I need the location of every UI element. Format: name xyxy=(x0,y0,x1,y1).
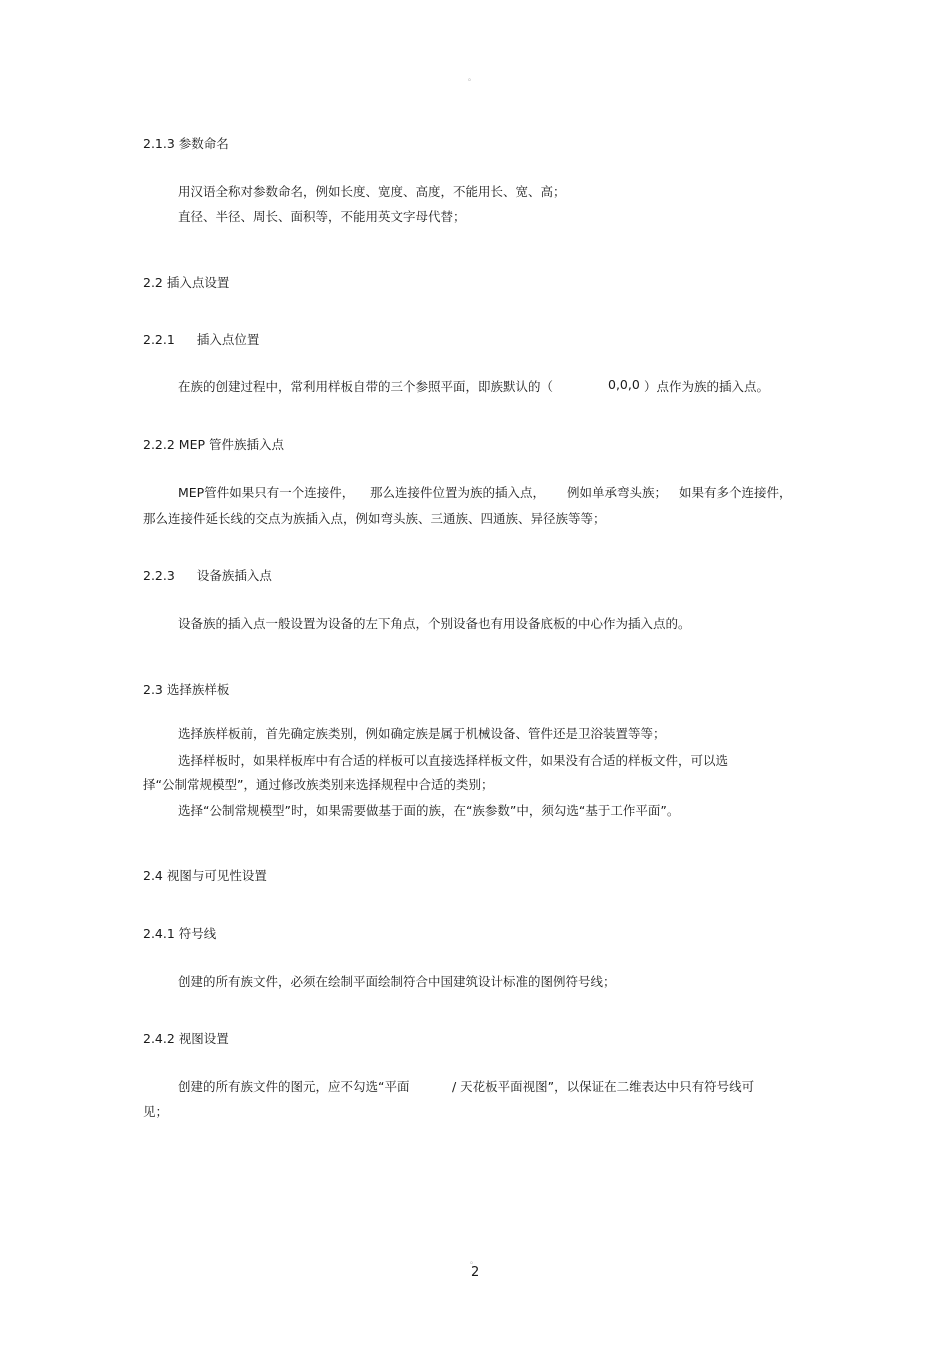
heading-number: 2.2.1 xyxy=(143,332,175,347)
heading-2-4: 2.4 视图与可见性设置 xyxy=(143,868,267,883)
paragraph-line: 选择族样板前，首先确定族类别，例如确定族是属于机械设备、管件还是卫浴装置等等； xyxy=(178,726,666,741)
paragraph-line-part: 创建的所有族文件的图元，应不勾选“平面 xyxy=(178,1079,410,1094)
heading-2-1-3: 2.1.3 参数命名 xyxy=(143,136,229,151)
heading-2-2-1 xyxy=(143,330,259,348)
heading-text: 设备族插入点 xyxy=(196,568,272,583)
header-mark: 。 xyxy=(468,73,476,82)
paragraph-line: 选择“公制常规模型”时，如果需要做基于面的族，在“族参数”中，须勾选“基于工作平面”。 xyxy=(178,803,680,818)
paragraph-line: 设备族的插入点一般设置为设备的左下角点，个别设备也有用设备底板的中心作为插入点的。 xyxy=(178,616,691,631)
paragraph-line: 择“公制常规模型”，通过修改族类别来选择规程中合适的类别； xyxy=(143,777,494,792)
paragraph-line: 那么连接件延长线的交点为族插入点，例如弯头族、三通族、四通族、异径族等等； xyxy=(143,511,606,526)
paragraph-line: 创建的所有族文件，必须在绘制平面绘制符合中国建筑设计标准的图例符号线； xyxy=(178,974,616,989)
paragraph-line-end: ）点作为族的插入点。 xyxy=(644,379,770,394)
paragraph-line: 见； xyxy=(143,1104,169,1119)
page-number: 2 xyxy=(471,1265,480,1280)
heading-2-4-2: 2.4.2 视图设置 xyxy=(143,1031,229,1046)
heading-2-2: 2.2 插入点设置 xyxy=(143,275,230,290)
heading-2-2-2: 2.2.2 MEP 管件族插入点 xyxy=(143,437,284,452)
footer-mark: 。 xyxy=(470,1256,478,1265)
heading-2-2-3 xyxy=(143,566,272,584)
paragraph-line: 在族的创建过程中，常利用样板自带的三个参照平面，即族默认的（ xyxy=(178,379,554,394)
paragraph-line: 选择样板时，如果样板库中有合适的样板可以直接选择样板文件，如果没有合适的样板文件，可以选 xyxy=(178,753,729,768)
origin-value: 0,0,0 xyxy=(608,377,640,392)
paragraph-line: 用汉语全称对参数命名，例如长度、宽度、高度，不能用长、宽、高； xyxy=(178,184,566,199)
paragraph-line: 直径、半径、周长、面积等，不能用英文字母代替； xyxy=(178,209,466,224)
paragraph-line-part: 那么连接件位置为族的插入点， xyxy=(370,485,546,500)
paragraph-line-part: 如果有多个连接件， xyxy=(679,485,792,500)
paragraph-line-part: / 天花板平面视图”，以保证在二维表达中只有符号线可 xyxy=(452,1079,755,1094)
heading-2-3: 2.3 选择族样板 xyxy=(143,682,230,697)
heading-2-4-1: 2.4.1 符号线 xyxy=(143,926,217,941)
heading-text: 插入点位置 xyxy=(196,332,260,347)
paragraph-line-part: MEP管件如果只有一个连接件， xyxy=(178,485,355,500)
heading-number: 2.2.3 xyxy=(143,568,175,583)
paragraph-line-part: 例如单承弯头族； xyxy=(567,485,668,500)
